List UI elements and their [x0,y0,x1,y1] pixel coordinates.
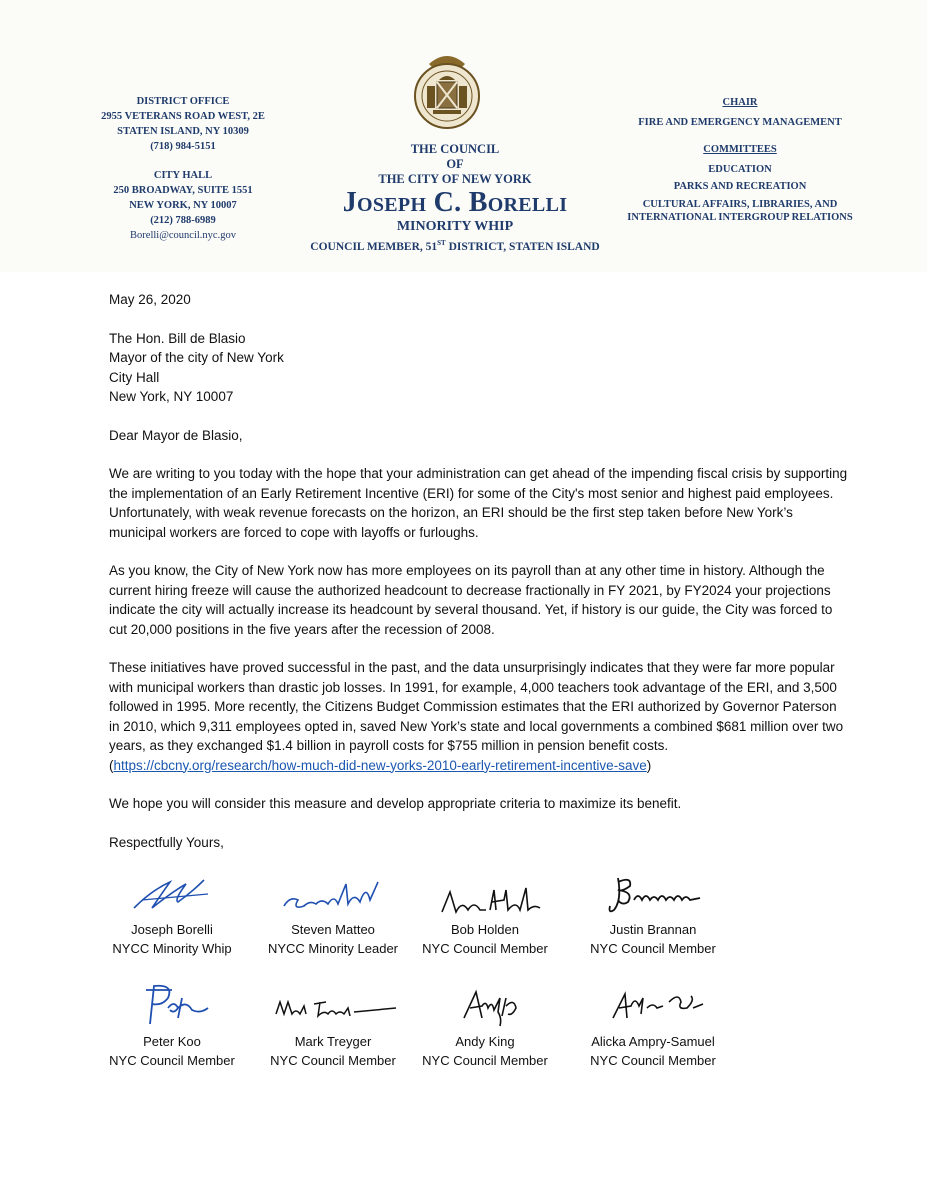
paragraph-3-text: These initiatives have proved successful in the past, and the data unsurprisingly indicates that they were far more popular with municipal workers than drastic job losses. In 1991, for example, 4,000 teachers took advantage of the ERI, and 3,500 followed in 1995. More recently, the Citizens Budget Commission estimates that the ERI authorized by Governor Paterson in 2010, which 9,311 employees opted in, saved New York’s state and local governments a combined $681 million over two years, as they exchanged $1.4 billion in payroll costs for $755 million in pension benefit costs. [109,660,844,753]
district-office-line: STATEN ISLAND, NY 10309 [117,126,249,137]
signer-name: Steven Matteo [291,922,375,937]
council-line: THE COUNCIL [410,142,500,156]
recipient-line: Mayor of the city of New York [109,350,284,365]
district-office-phone: (718) 984-5151 [150,141,216,152]
signer-name: Joseph Borelli [131,922,213,937]
district-office-line: 2955 VETERANS ROAD WEST, 2E [101,111,265,122]
chair-title: CHAIR [722,97,758,108]
recipient-line: City Hall [109,369,160,385]
signer-title: NYC Council Member [422,941,548,956]
city-hall-block [68,168,298,243]
signature-treyger-icon [258,978,408,1032]
link-close-paren: ) [646,757,652,773]
city-hall-line: 250 BROADWAY, SUITE 1551 [113,185,253,196]
committee-item: PARKS AND RECREATION [673,181,807,192]
closing: Respectfully Yours, [109,834,224,850]
signature-borelli-icon [112,870,232,920]
city-hall-title: CITY HALL [153,170,213,181]
signature-ampry-samuel-icon [583,978,723,1032]
committees-title: COMMITTEES [703,144,777,155]
signature-block [405,870,565,958]
recipient-line: New York, NY 10007 [109,389,234,404]
signer-title: NYCC Minority Whip [112,941,232,956]
signature-block [92,978,252,1070]
district-prefix: COUNCIL MEMBER, 51 [310,240,438,253]
signer-name: Alicka Ampry-Samuel [591,1034,715,1049]
signature-block [573,978,733,1070]
signature-block [92,870,252,958]
signature-matteo-icon [268,870,398,920]
recipient-address [109,329,849,407]
chair-committee: FIRE AND EMERGENCY MANAGEMENT [638,116,842,128]
district-suffix: DISTRICT, STATEN ISLAND [445,240,600,253]
city-seal-icon [409,46,485,132]
city-hall-phone: (212) 788-6989 [150,215,216,226]
signer-name: Andy King [455,1034,515,1049]
recipient-line: The Hon. Bill de Blasio [109,330,246,346]
district-office-block [68,94,298,154]
letter-body [109,290,849,871]
paragraph-4: We hope you will consider this measure and develop appropriate criteria to maximize its benefit. [109,796,682,811]
signer-title: NYC Council Member [422,1053,548,1068]
council-member-district [300,235,610,255]
signature-koo-icon [112,978,232,1032]
city-hall-email: Borelli@council.nyc.gov [130,230,236,241]
signature-block [405,978,565,1070]
signer-title: NYC Council Member [109,1053,235,1068]
signature-holden-icon [420,870,550,920]
signer-title: NYC Council Member [270,1053,396,1068]
signature-block [253,978,413,1070]
signature-block [573,870,733,958]
signature-brannan-icon [588,870,718,920]
committee-item: CULTURAL AFFAIRS, LIBRARIES, AND INTERNATIONAL INTERGROUP RELATIONS [627,198,853,223]
salutation: Dear Mayor de Blasio, [109,427,243,443]
signature-block [253,870,413,958]
district-sup: ST [437,239,446,247]
signer-name: Bob Holden [451,922,519,937]
council-line: THE CITY OF NEW YORK [378,172,532,186]
city-hall-line: NEW YORK, NY 10007 [129,200,237,211]
council-member-name: Joseph C. Borelli [342,187,568,218]
paragraph-2: As you know, the City of New York now has more employees on its payroll than at any other time in history. Although the current hiring freeze will cause the authorized headcount to decrease fractionally in FY 2021, by FY2024 your projections indicate the city will actually increase its headcount by several thousand. Yet, if history is our guide, the City was forced to cut 20,000 positions in the five years after the recession of 2008. [109,563,833,637]
district-offices [68,94,298,257]
council-member-role: MINORITY WHIP [396,219,514,234]
signer-name: Justin Brannan [609,922,697,937]
signer-name: Mark Treyger [294,1034,372,1049]
cbc-report-link[interactable]: https://cbcny.org/research/how-much-did-new-yorks-2010-early-retirement-incentive-save [113,757,647,773]
letter-date: May 26, 2020 [109,292,191,307]
signature-king-icon [420,978,550,1032]
link-open-paren: ( [109,757,114,773]
signer-title: NYC Council Member [590,941,716,956]
signer-name: Peter Koo [143,1034,201,1049]
signer-title: NYCC Minority Leader [267,941,399,956]
signer-title: NYC Council Member [590,1053,716,1068]
council-header [300,142,610,255]
committee-item: EDUCATION [708,163,772,175]
district-office-title: DISTRICT OFFICE [136,96,230,107]
paragraph-3 [109,658,849,775]
council-line: OF [446,157,464,171]
committees-block [610,96,870,229]
paragraph-1: We are writing to you today with the hope that your administration can get ahead of the impending fiscal crisis by supporting the implementation of an Early Retirement Incentive (ERI) for some of the City's most senior and highest paid employees. Unfortunately, with weak revenue forecasts on the horizon, an ERI should be the first step taken before New York’s municipal workers are forced to cope with layoffs or furloughs. [109,466,848,540]
